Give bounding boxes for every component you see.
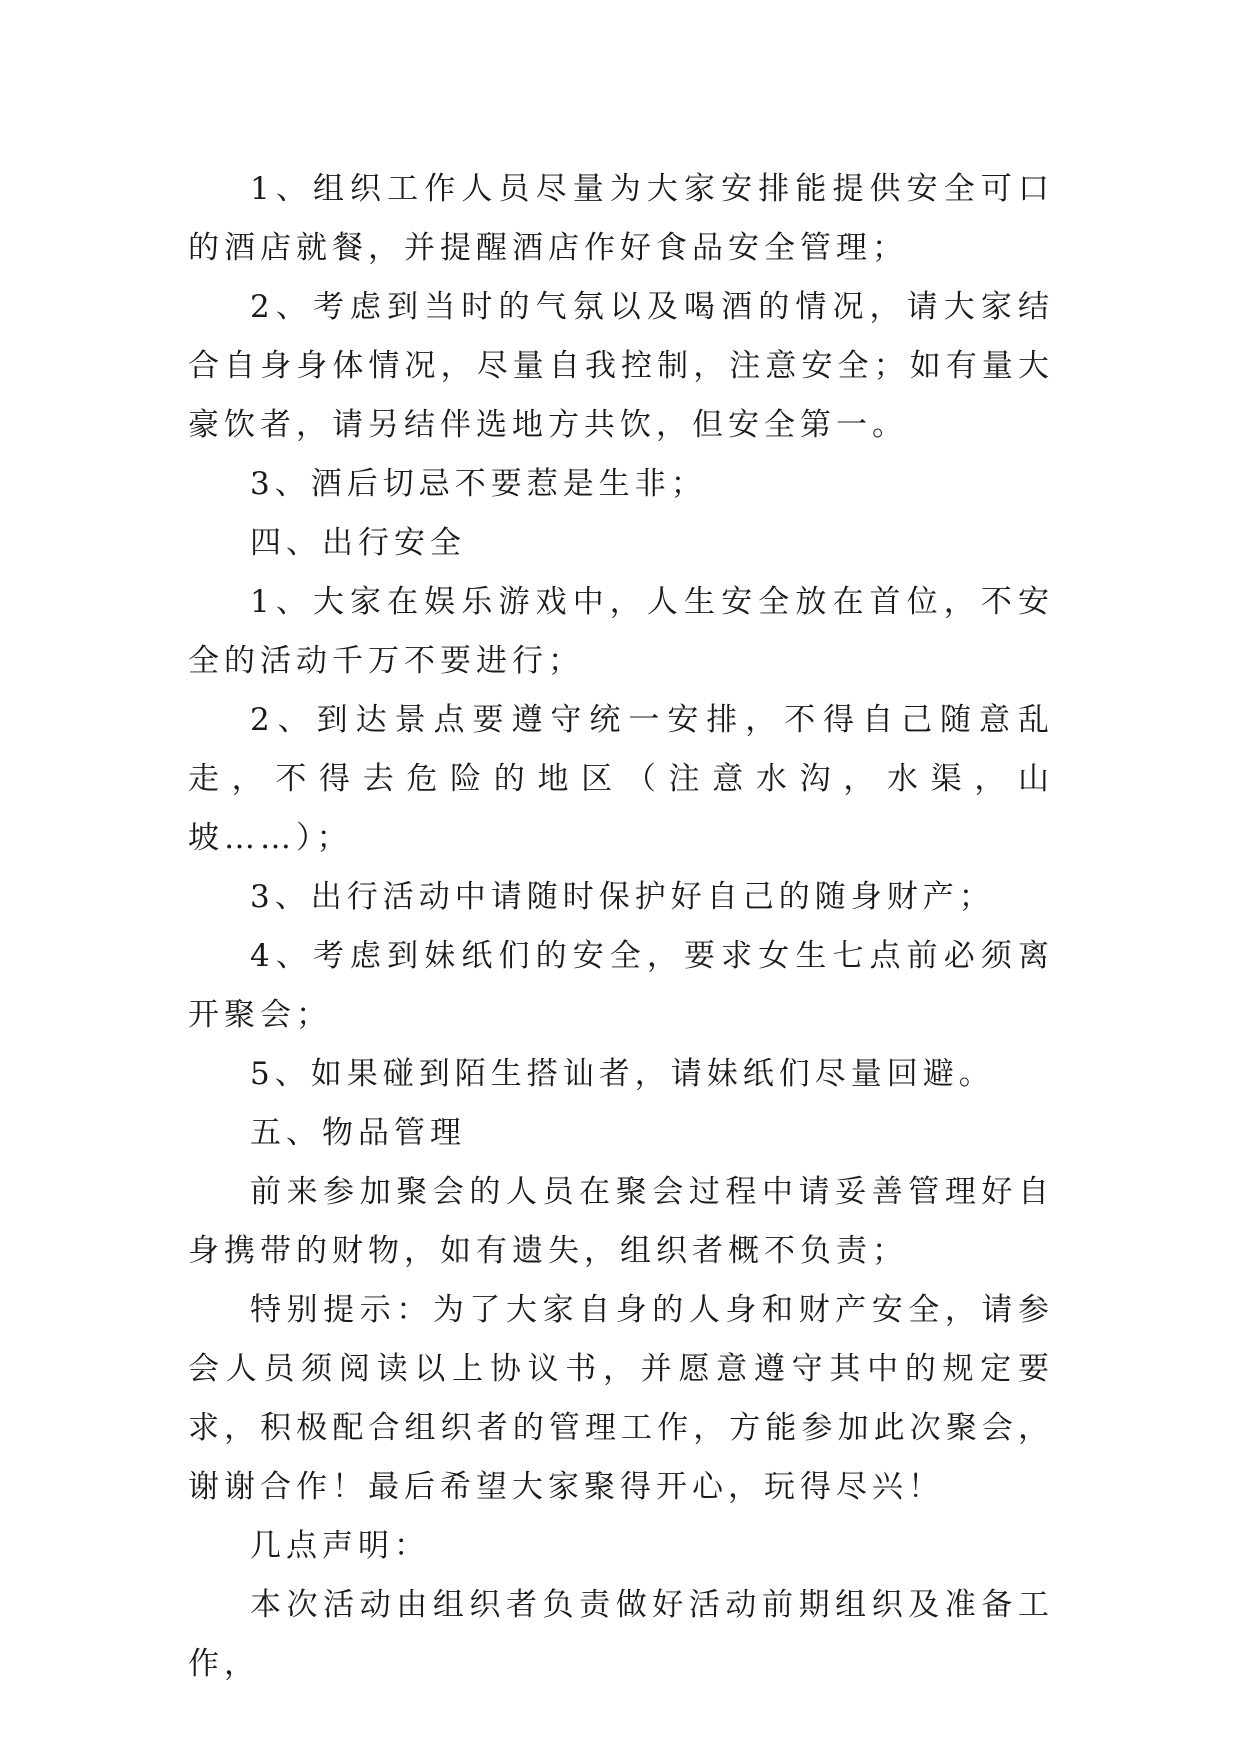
paragraph-travel-safety-4: 4、考虑到妹纸们的安全，要求女生七点前必须离开聚会；	[188, 938, 1054, 1033]
paragraph-travel-safety-2: 2、到达景点要遵守统一安排，不得自己随意乱走，不得去危险的地区（注意水沟，水渠，山坡……）；	[188, 702, 1054, 856]
paragraph-travel-safety-3: 3、出行活动中请随时保护好自己的随身财产；	[250, 879, 995, 915]
paragraph-declaration-1: 本次活动由组织者负责做好活动前期组织及准备工作，	[188, 1587, 1054, 1682]
paragraph-food-safety-1: 1、组织工作人员尽量为大家安排能提供安全可口的酒店就餐，并提醒酒店作好食品安全管理；	[188, 171, 1054, 266]
paragraph-property-management: 前来参加聚会的人员在聚会过程中请妥善管理好自身携带的财物，如有遗失，组织者概不负责；	[188, 1174, 1054, 1269]
heading-declarations: 几点声明：	[250, 1528, 430, 1564]
paragraph-special-notice: 特别提示：为了大家自身的人身和财产安全，请参会人员须阅读以上协议书，并愿意遵守其中的规定要求，积极配合组织者的管理工作，方能参加此次聚会，谢谢合作！最后希望大家聚得开心，玩得尽兴！	[188, 1292, 1054, 1505]
paragraph-travel-safety-1: 1、大家在娱乐游戏中，人生安全放在首位，不安全的活动千万不要进行；	[188, 584, 1054, 679]
section-heading-property-management: 五、物品管理	[250, 1115, 466, 1151]
paragraph-travel-safety-5: 5、如果碰到陌生搭讪者，请妹纸们尽量回避。	[250, 1056, 995, 1092]
document-body	[188, 160, 1054, 1694]
paragraph-food-safety-3: 3、酒后切忌不要惹是生非；	[250, 466, 707, 502]
paragraph-food-safety-2: 2、考虑到当时的气氛以及喝酒的情况，请大家结合自身身体情况，尽量自我控制，注意安全；如有量大豪饮者，请另结伴选地方共饮，但安全第一。	[188, 289, 1054, 443]
section-heading-travel-safety: 四、出行安全	[250, 525, 466, 561]
